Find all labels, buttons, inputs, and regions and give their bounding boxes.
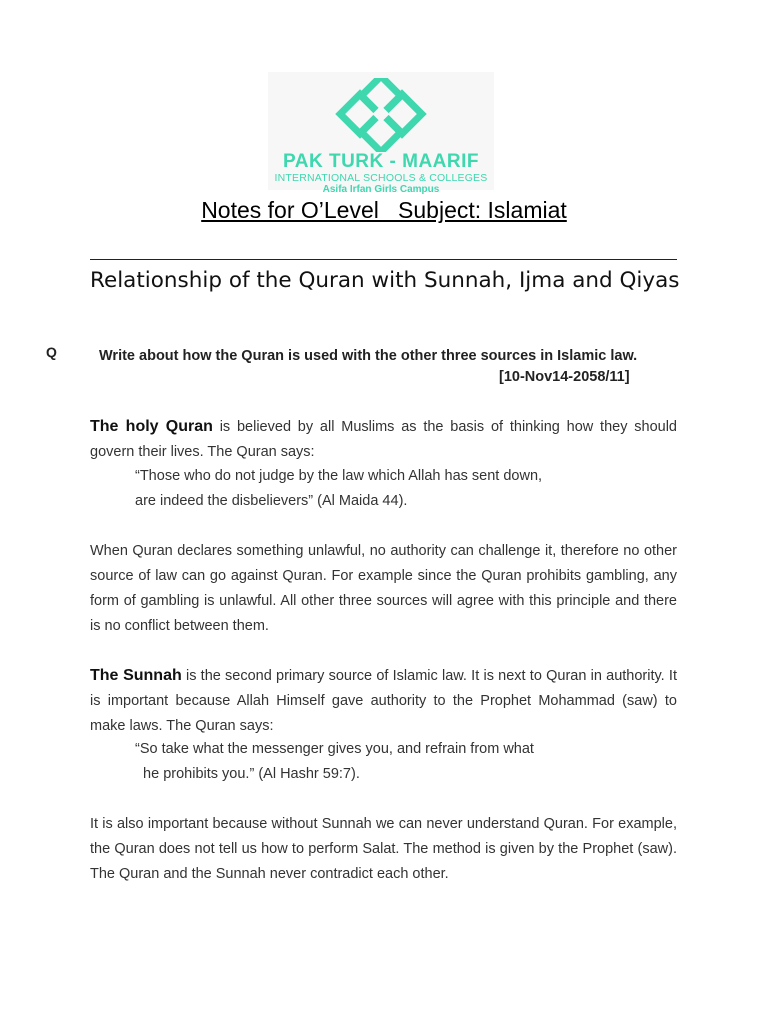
text-sunnah: is the second primary source of Islamic law. It is next to Quran in authority. It is important because Allah Himself gave authority to the Prophet Mohammad (saw) to make laws. The Quran says: (90, 668, 677, 734)
text-holy-quran: is believed by all Muslims as the basis of thinking how they should govern their lives. The Quran says: (90, 419, 677, 460)
question-body: Write about how the Quran is used with the other three sources in Islamic law. (99, 348, 638, 364)
heading-sunnah: The Sunnah (90, 667, 182, 684)
school-logo (268, 72, 494, 195)
title-divider (90, 259, 677, 260)
quote-line: are indeed the disbelievers” (Al Maida 44). (135, 493, 408, 509)
quote-al-hashr (135, 737, 695, 787)
paragraph-sunnah (90, 663, 677, 739)
quote-line: “So take what the messenger gives you, and refrain from what (135, 741, 534, 757)
question-reference: [10-Nov14-2058/11] (499, 369, 630, 385)
paragraph-understand: It is also important because without Sunnah we can never understand Quran. For example, the Quran does not tell us how to perform Salat. The method is given by the Prophet (saw). The Quran and the Sunnah never contradict each other. (90, 816, 677, 882)
question-text (90, 344, 677, 369)
question-marker: Q (46, 344, 57, 360)
logo-campus: Asifa Irfan Girls Campus (322, 184, 440, 195)
logo-emblem-icon (333, 78, 429, 152)
logo-school-name: PAK TURK - MAARIF (282, 151, 479, 172)
paragraph-unlawful: When Quran declares something unlawful, no authority can challenge it, therefore no other source of law can go against Quran. For example since the Quran prohibits gambling, any form of gambling is unlawful. All other three sources will agree with this principle and there is no conflict between them. (90, 543, 677, 634)
quote-line: “Those who do not judge by the law which Allah has sent down, (135, 468, 543, 484)
paragraph-holy-quran (90, 414, 677, 465)
quote-al-maida (135, 464, 695, 514)
topic-heading: Relationship of the Quran with Sunnah, Ijma and Qiyas (90, 268, 680, 293)
logo-subtitle: INTERNATIONAL SCHOOLS & COLLEGES (274, 172, 488, 184)
page-title: Notes for O’Level Subject: Islamiat (201, 197, 567, 223)
heading-holy-quran: The holy Quran (90, 418, 213, 435)
quote-line: he prohibits you.” (Al Hashr 59:7). (135, 766, 360, 782)
